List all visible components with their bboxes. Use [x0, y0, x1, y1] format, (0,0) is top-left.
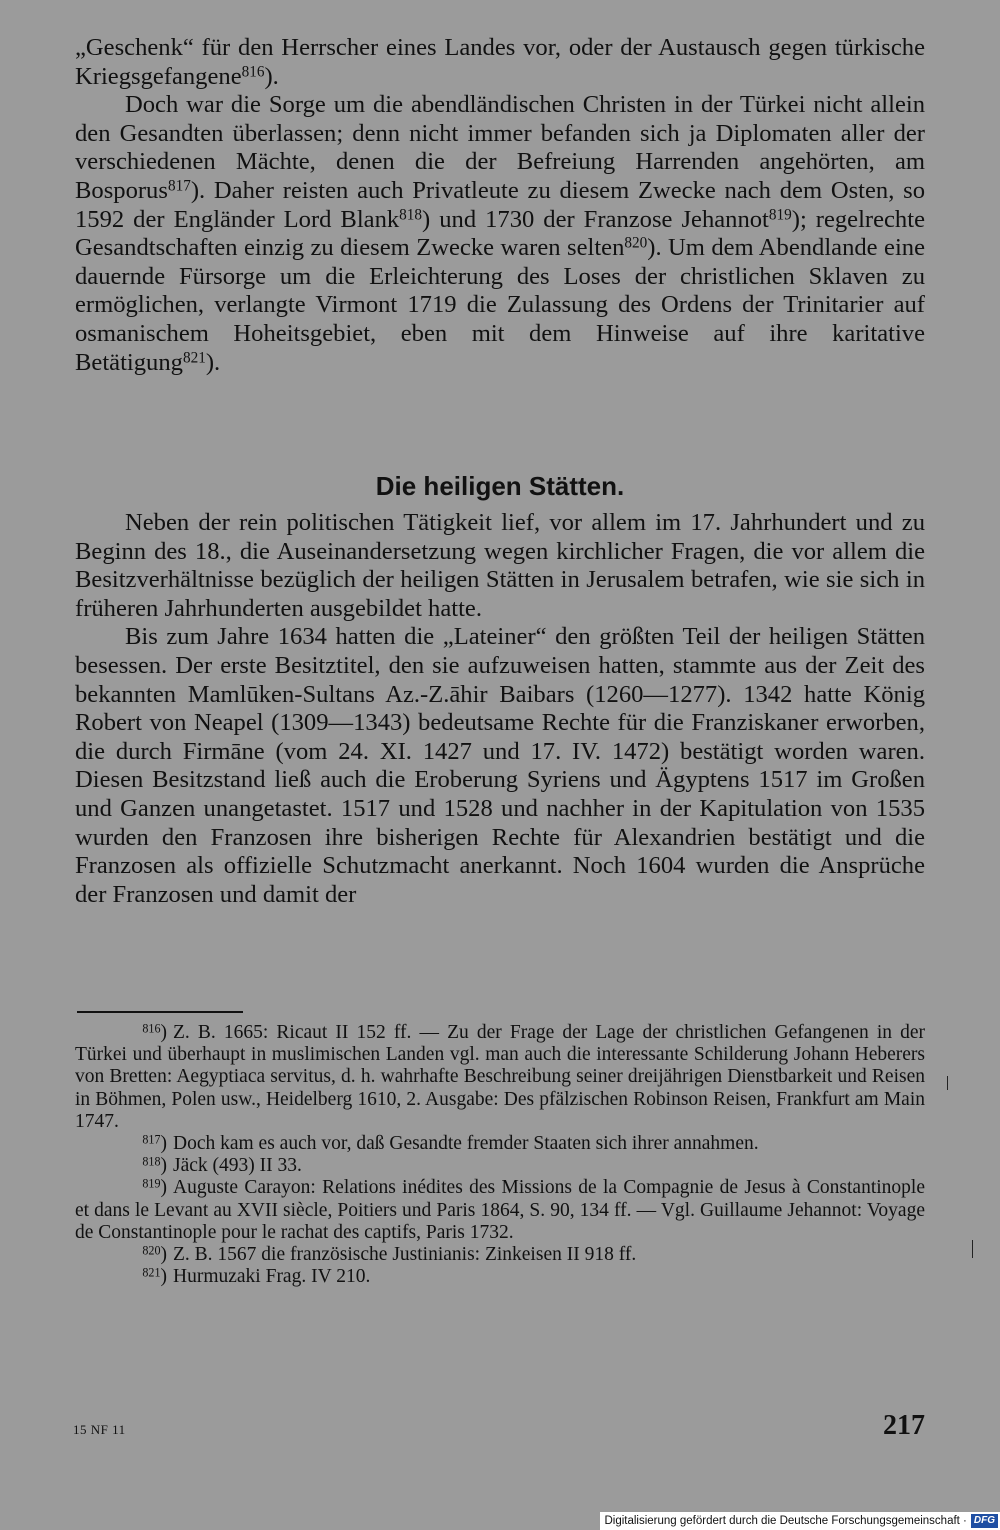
footnote-number-label: 816	[142, 1021, 161, 1036]
footnote-number-label: 818	[142, 1154, 161, 1169]
paragraph	[75, 91, 925, 377]
text-run: ) und 1730 der Franzose Jehannot	[422, 205, 769, 233]
footnote-text: Jäck (493) II 33.	[173, 1155, 302, 1177]
page-number: 217	[883, 1410, 925, 1441]
footnote-text: Hurmuzaki Frag. IV 210.	[173, 1266, 371, 1288]
footnote-separator	[77, 1011, 243, 1013]
footnote	[75, 1155, 925, 1177]
text-run: „Geschenk“ für den Herrscher eines Landes vor, oder der Austausch gegen türkische Kriegsgefangene	[75, 34, 925, 90]
credit-text: Digitalisierung gefördert durch die Deutsche Forschungsgemeinschaft ·	[604, 1515, 967, 1527]
text-run: ).	[205, 348, 221, 376]
footnote-text: Z. B. 1665: Ricaut II 152 ff. — Zu der Frage der Lage der christlichen Gefangenen in der Türkei und überhaupt in muslimischen Landen vgl. man auch die interessante Schilderung Johann Heberers von Bretten: Aegyptiaca servitus, d. h. wahrhafte Beschreibung seiner dreijährigen Dienstbarkeit und Reisen in Böhmen, Polen usw., Heidelberg 1610, 2. Ausgabe: Des pfälzischen Robinson Reisen, Frankfurt am Main 1747.	[75, 1022, 925, 1132]
margin-mark	[947, 1076, 948, 1090]
text-run: ). Daher reisten auch Privatleute zu diesem Zwecke nach dem Osten, so 1592 der Engländer Lord Blank	[75, 176, 925, 233]
footnote-number: $^{817}$)	[142, 1132, 167, 1155]
footnote	[75, 1266, 925, 1288]
paragraph	[75, 623, 925, 909]
footnote-reference: 818	[399, 205, 423, 223]
footnote	[75, 1177, 925, 1244]
footnote-number-label: 821	[142, 1265, 161, 1280]
footnotes	[75, 1022, 925, 1288]
text-run: Doch war die Sorge um die abendländischen Christen in der Türkei nicht allein den Gesandten überlassen; denn nicht immer befanden sich ja Diplomaten aller der verschiedenen Mächte, denen die der Befreiung Harrenden angehörten, am Bosporus	[75, 91, 925, 204]
footnote-number-label: 817	[142, 1132, 161, 1147]
footnote-number-label: 819	[142, 1176, 161, 1191]
text-run: Bis zum Jahre 1634 hatten die „Lateiner“ den größten Teil der heiligen Stätten besessen. Der erste Besitztitel, den sie aufzuweisen hatten, stammte aus der Zeit des bekannten Mamlūken-Sultans Az.-Z.āhir Baibars (1260—1277). 1342 hatte König Robert von Neapel (1309—1343) bedeutsame Rechte für die Franziskaner erworben, die durch Firmāne (vom 24. XI. 1427 und 17. IV. 1472) bestätigt worden waren. Diesen Besitzstand ließ auch die Eroberung Syriens und Ägyptens 1517 im Großen und Ganzen unangetastet. 1517 und 1528 und nachher in der Kapitulation von 1535 wurden den Franzosen ihre bisherigen Rechte für Alexandrien bestätigt und die Franzosen als offizielle Schutzmacht anerkannt. Noch 1604 wurden die Ansprüche der Franzosen und damit der	[75, 623, 925, 908]
footnote-number: $^{820}$)	[142, 1243, 167, 1266]
margin-mark	[972, 1240, 973, 1258]
text-run: ); regelrechte Gesandtschaften einzig zu diesem Zwecke waren selten	[75, 205, 925, 262]
footnote	[75, 1022, 925, 1133]
footnote-text: Z. B. 1567 die französische Justinianis: Zinkeisen II 918 ff.	[173, 1244, 637, 1266]
text-run: ). Um dem Abendlande eine dauernde Fürsorge um die Erleichterung des Loses der christlichen Sklaven zu ermöglichen, verlangte Virmont 1719 die Zulassung des Ordens der Trinitarier auf osmanischem Hoheitsgebiet, eben mit dem Hinweise auf ihre karitative Betätigung	[75, 234, 925, 376]
footnote-number: $^{821}$)	[142, 1265, 167, 1288]
footnote-reference: 820	[624, 234, 648, 252]
paragraph	[75, 509, 925, 623]
footnote-reference: 821	[182, 348, 206, 366]
footnote	[75, 1244, 925, 1266]
footnote-text: Auguste Carayon: Relations inédites des Missions de la Compagnie de Jesus à Constantinople et dans le Levant au XVII siècle, Poitiers und Paris 1864, S. 90, 134 ff. — Vgl. Guillaume Jehannot: Voyage de Constantinople pour le rachat des captifs, Paris 1732.	[75, 1177, 925, 1243]
section-heading: Die heiligen Stätten.	[375, 471, 625, 501]
footnote-number-label: 820	[142, 1243, 161, 1258]
printer-signature: 15 NF 11	[73, 1422, 126, 1437]
footnote-reference: 817	[167, 177, 191, 195]
dfg-logo: DFG	[971, 1514, 998, 1528]
paragraph	[75, 34, 925, 91]
text-run: Neben der rein politischen Tätigkeit lief, vor allem im 17. Jahrhundert und zu Beginn des 18., die Auseinandersetzung wegen kirchlicher Fragen, die vor allem die Besitzverhältnisse bezüglich der heiligen Stätten in Jerusalem betrafen, wie sie sich in früheren Jahrhunderten ausgebildet hatte.	[75, 509, 925, 622]
footnote-text: Doch kam es auch vor, daß Gesandte fremder Staaten sich ihrer annahmen.	[173, 1133, 759, 1155]
footnote-reference: 816	[241, 62, 265, 80]
footnote	[75, 1133, 925, 1155]
digitization-credit	[600, 1512, 1000, 1530]
main-text-top	[75, 34, 925, 377]
footnote-number: $^{818}$)	[142, 1154, 167, 1177]
footnote-reference: 819	[768, 205, 792, 223]
text-run: ).	[264, 62, 279, 90]
footnote-number: $^{819}$)	[142, 1176, 167, 1199]
main-text-bottom	[75, 509, 925, 909]
footnote-number: $^{816}$)	[142, 1021, 167, 1043]
